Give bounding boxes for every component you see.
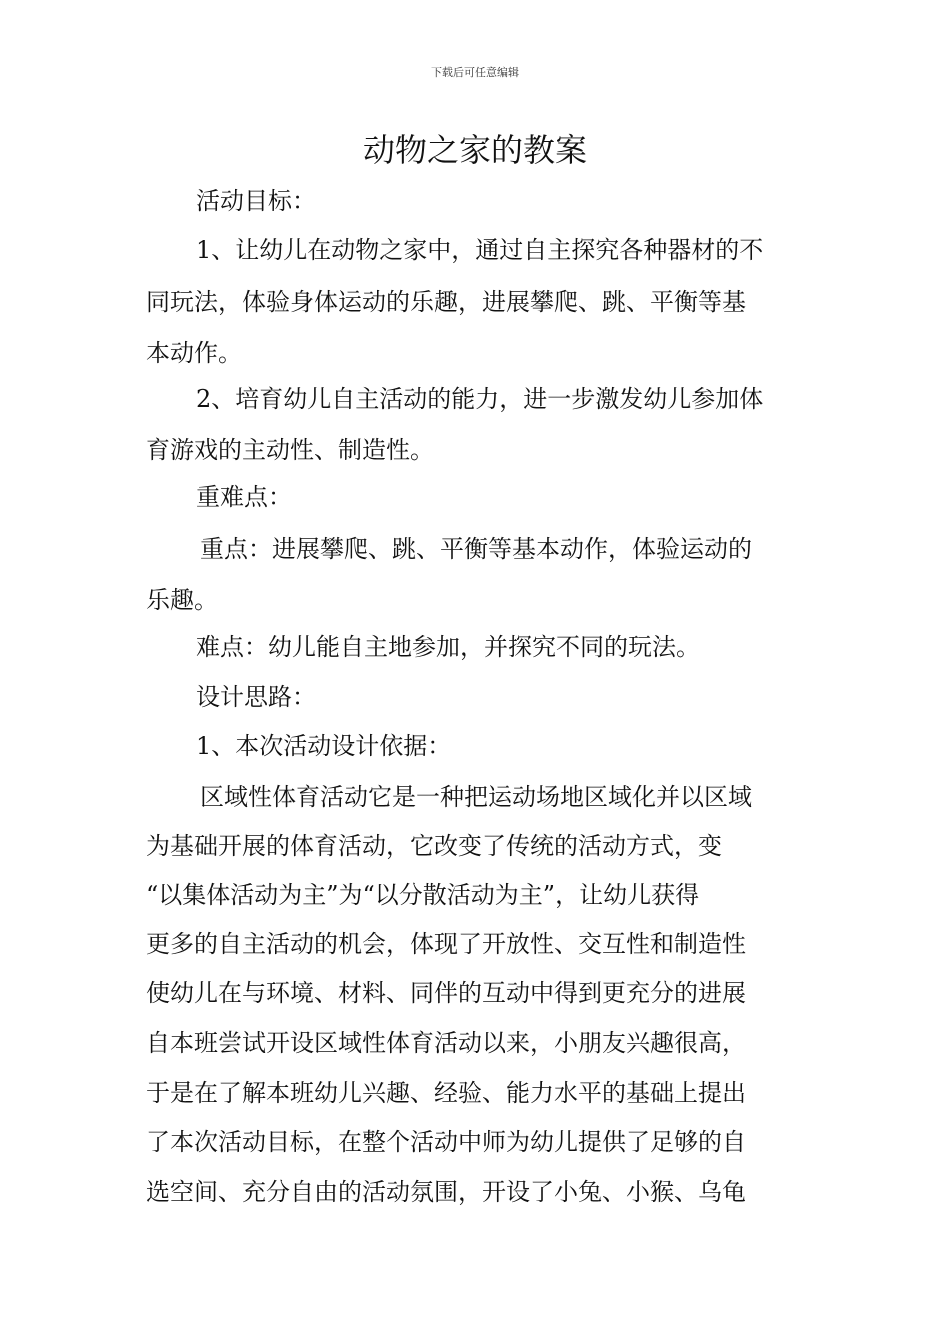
paragraph-line: 自本班尝试开设区域性体育活动以来，小朋友兴趣很高，	[146, 1029, 746, 1057]
subsection-heading: 1、本次活动设计依据：	[196, 732, 452, 760]
paragraph-line: 难点：幼儿能自主地参加，并探究不同的玩法。	[196, 633, 700, 661]
paragraph-line: 区域性体育活动它是一种把运动场地区域化并以区域	[200, 783, 752, 811]
section-heading-goals: 活动目标：	[196, 187, 316, 215]
paragraph-line: “以集体活动为主”为“以分散活动为主”，让幼儿获得	[146, 881, 700, 909]
section-heading-design: 设计思路：	[196, 683, 316, 711]
paragraph-line: 了本次活动目标，在整个活动中师为幼儿提供了足够的自	[146, 1128, 746, 1156]
paragraph-line: 重点：进展攀爬、跳、平衡等基本动作，体验运动的	[200, 535, 752, 563]
paragraph-line: 本动作。	[146, 339, 242, 367]
paragraph-line: 更多的自主活动的机会，体现了开放性、交互性和制造性	[146, 930, 746, 958]
paragraph-line: 1、让幼儿在动物之家中，通过自主探究各种器材的不	[196, 236, 764, 264]
section-heading-key-points: 重难点：	[196, 483, 292, 511]
paragraph-line: 于是在了解本班幼儿兴趣、经验、能力水平的基础上提出	[146, 1079, 746, 1107]
paragraph-line: 为基础开展的体育活动，它改变了传统的活动方式，变	[146, 832, 722, 860]
document-title: 动物之家的教案	[362, 131, 587, 169]
paragraph-line: 选空间、充分自由的活动氛围，开设了小兔、小猴、乌龟	[146, 1178, 746, 1206]
paragraph-line: 2、培育幼儿自主活动的能力，进一步激发幼儿参加体	[196, 385, 764, 413]
paragraph-line: 使幼儿在与环境、材料、同伴的互动中得到更充分的进展	[146, 979, 746, 1007]
page-header-note: 下载后可任意编辑	[431, 66, 519, 79]
paragraph-line: 乐趣。	[146, 586, 218, 614]
paragraph-line: 育游戏的主动性、制造性。	[146, 436, 434, 464]
paragraph-line: 同玩法，体验身体运动的乐趣，进展攀爬、跳、平衡等基	[146, 288, 746, 316]
